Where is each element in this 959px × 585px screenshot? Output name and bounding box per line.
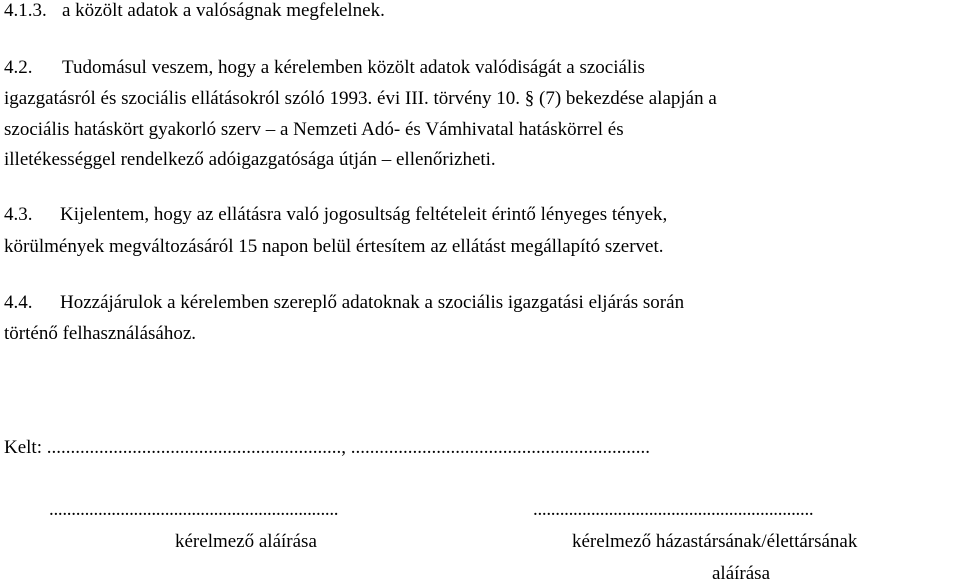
item-4-4-line-1: [4, 292, 684, 314]
right-signature-label: kérelmező házastársának/élettársának: [572, 531, 858, 552]
item-number: 4.4.: [4, 292, 33, 313]
right-signature-dots: ...............................................................: [533, 499, 814, 520]
item-text: igazgatásról és szociális ellátásokról szóló 1993. évi III. törvény 10. § (7) bekezdése alapján a: [4, 88, 717, 109]
item-number: 4.2.: [4, 57, 33, 78]
item-4-3-line-1: [4, 204, 667, 226]
item-4-2-line-4: [4, 149, 496, 171]
item-number: 4.1.3.: [4, 0, 47, 21]
item-text: körülmények megváltozásáról 15 napon belül értesítem az ellátást megállapító szervet.: [4, 236, 664, 257]
item-text: a közölt adatok a valóságnak megfelelnek.: [62, 0, 385, 21]
item-text: történő felhasználásához.: [4, 323, 197, 344]
item-4-4-line-2: [4, 323, 196, 345]
item-text: Tudomásul veszem, hogy a kérelemben közölt adatok valódiságát a szociális: [62, 57, 645, 78]
left-signature-dots: .................................................................: [49, 499, 339, 520]
item-number: 4.3.: [4, 204, 33, 225]
item-text: Kijelentem, hogy az ellátásra való jogosultság feltételeit érintő lényeges tények,: [60, 204, 668, 225]
item-4-1-3: [4, 0, 385, 22]
item-4-2-line-3: [4, 119, 624, 141]
left-signature-label: kérelmező aláírása: [175, 531, 317, 552]
item-4-2-line-2: [4, 88, 717, 110]
item-text: szociális hatáskört gyakorló szerv – a Nemzeti Adó- és Vámhivatal hatáskörrel és: [4, 119, 624, 140]
kelt-line: Kelt: .............................................................., ...............................................................: [4, 437, 650, 458]
item-4-3-line-2: [4, 236, 663, 258]
item-text: Hozzájárulok a kérelemben szereplő adatoknak a szociális igazgatási eljárás során: [60, 292, 685, 313]
item-text: illetékességgel rendelkező adóigazgatósága útján – ellenőrizheti.: [4, 149, 496, 170]
right-signature-label-2: aláírása: [712, 563, 771, 584]
item-4-2-line-1: [4, 57, 645, 79]
